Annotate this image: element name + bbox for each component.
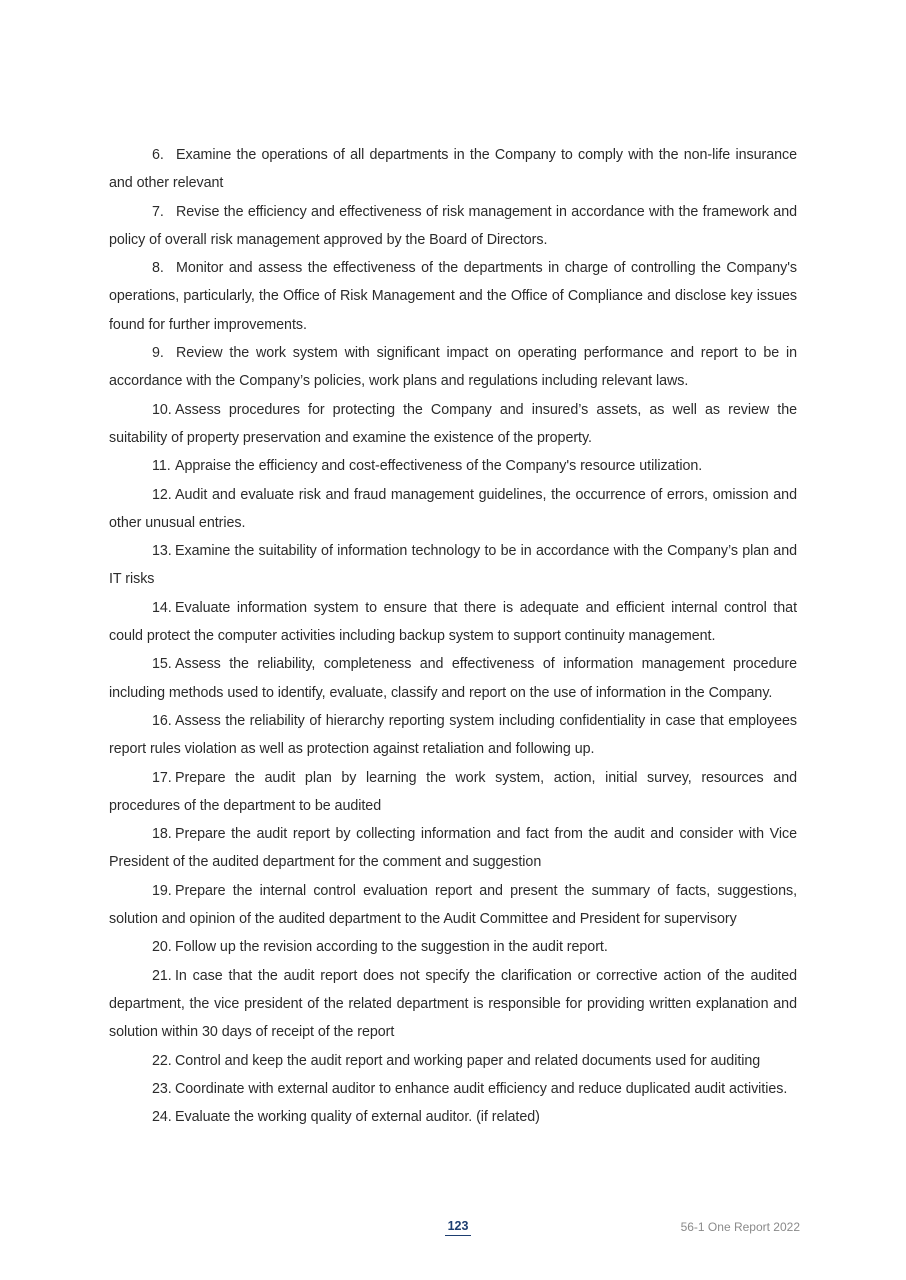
list-item [109, 877, 797, 934]
item-number: 17. [152, 769, 172, 786]
item-text: Assess the reliability, completeness and effectiveness of information management procedure including methods used to identify, evaluate, classify and report on the use of information in the Company. [109, 656, 797, 701]
item-text: Assess procedures for protecting the Company and insured’s assets, as well as review the suitability of property preservation and examine the existence of the property. [109, 401, 797, 446]
list-item [109, 707, 797, 764]
item-number: 10. [152, 401, 172, 418]
item-text: Monitor and assess the effectiveness of the departments in charge of controlling the Company's operations, particularly, the Office of Risk Management and the Office of Compliance and disclose key issues found for further improvements. [109, 260, 797, 333]
list-item [109, 1047, 797, 1075]
list-item [109, 764, 797, 821]
item-number: 19. [152, 882, 172, 899]
list-item [109, 1103, 797, 1131]
item-number: 8. [152, 260, 164, 277]
item-text: Prepare the audit plan by learning the work system, action, initial survey, resources and procedures of the department to be audited [109, 769, 797, 814]
item-text: Assess the reliability of hierarchy reporting system including confidentiality in case that employees report rules violation as well as protection against retaliation and following up. [109, 712, 797, 758]
list-item [109, 537, 797, 594]
list-item [109, 820, 797, 877]
list-item [109, 481, 797, 538]
item-text: Examine the operations of all departments in the Company to comply with the non-life insurance and other relevant [109, 147, 797, 192]
item-number: 15. [152, 656, 172, 673]
list-item [109, 396, 797, 453]
item-text: Examine the suitability of information technology to be in accordance with the Company’s plan and IT risks [109, 543, 797, 588]
item-number: 11. [152, 458, 171, 475]
item-number: 21. [152, 967, 172, 984]
list-item [109, 198, 797, 255]
item-number: 18. [152, 826, 172, 843]
item-number: 12. [152, 486, 172, 503]
item-number: 24. [152, 1109, 172, 1126]
list-item [109, 254, 797, 339]
list-item [109, 594, 797, 651]
item-text: Follow up the revision according to the suggestion in the audit report. [175, 939, 608, 956]
item-number: 9. [152, 345, 164, 362]
list-item [109, 141, 797, 198]
item-number: 7. [152, 203, 164, 220]
item-text: In case that the audit report does not specify the clarification or corrective action of the audited department, the vice president of the related department is responsible for providing written explanation and solution within 30 days of receipt of the report [109, 967, 797, 1041]
item-text: Prepare the audit report by collecting information and fact from the audit and consider with Vice President of the audited department for the comment and suggestion [109, 826, 797, 871]
list-item [109, 339, 797, 396]
item-number: 22. [152, 1052, 172, 1069]
list-item [109, 962, 797, 1047]
item-number: 6. [152, 147, 164, 163]
report-title: 56-1 One Report 2022 [680, 1220, 800, 1234]
item-text: Prepare the internal control evaluation report and present the summary of facts, suggestions, solution and opinion of the audited department to the Audit Committee and President for supervisory [109, 882, 797, 928]
item-number: 13. [152, 543, 172, 560]
list-item [109, 452, 797, 480]
list-item [109, 650, 797, 707]
page-number: 123 [445, 1219, 471, 1236]
document-body [109, 141, 797, 1131]
item-number: 16. [152, 712, 172, 729]
item-text: Coordinate with external auditor to enhance audit efficiency and reduce duplicated audit activities. [175, 1080, 788, 1097]
item-text: Evaluate the working quality of external auditor. (if related) [175, 1109, 540, 1126]
list-item [109, 933, 797, 961]
item-text: Appraise the efficiency and cost-effectiveness of the Company's resource utilization. [175, 458, 703, 475]
item-text: Review the work system with significant impact on operating performance and report to be in accordance with the Company’s policies, work plans and regulations including relevant laws. [109, 345, 797, 390]
item-number: 20. [152, 939, 172, 956]
item-number: 23. [152, 1080, 172, 1097]
item-text: Control and keep the audit report and working paper and related documents used for auditing [175, 1052, 761, 1069]
item-number: 14. [152, 599, 172, 616]
item-text: Evaluate information system to ensure that there is adequate and efficient internal control that could protect the computer activities including backup system to support continuity management. [109, 599, 797, 645]
item-text: Audit and evaluate risk and fraud management guidelines, the occurrence of errors, omission and other unusual entries. [109, 486, 797, 531]
item-text: Revise the efficiency and effectiveness of risk management in accordance with the framework and policy of overall risk management approved by the Board of Directors. [109, 203, 797, 248]
list-item [109, 1075, 797, 1103]
